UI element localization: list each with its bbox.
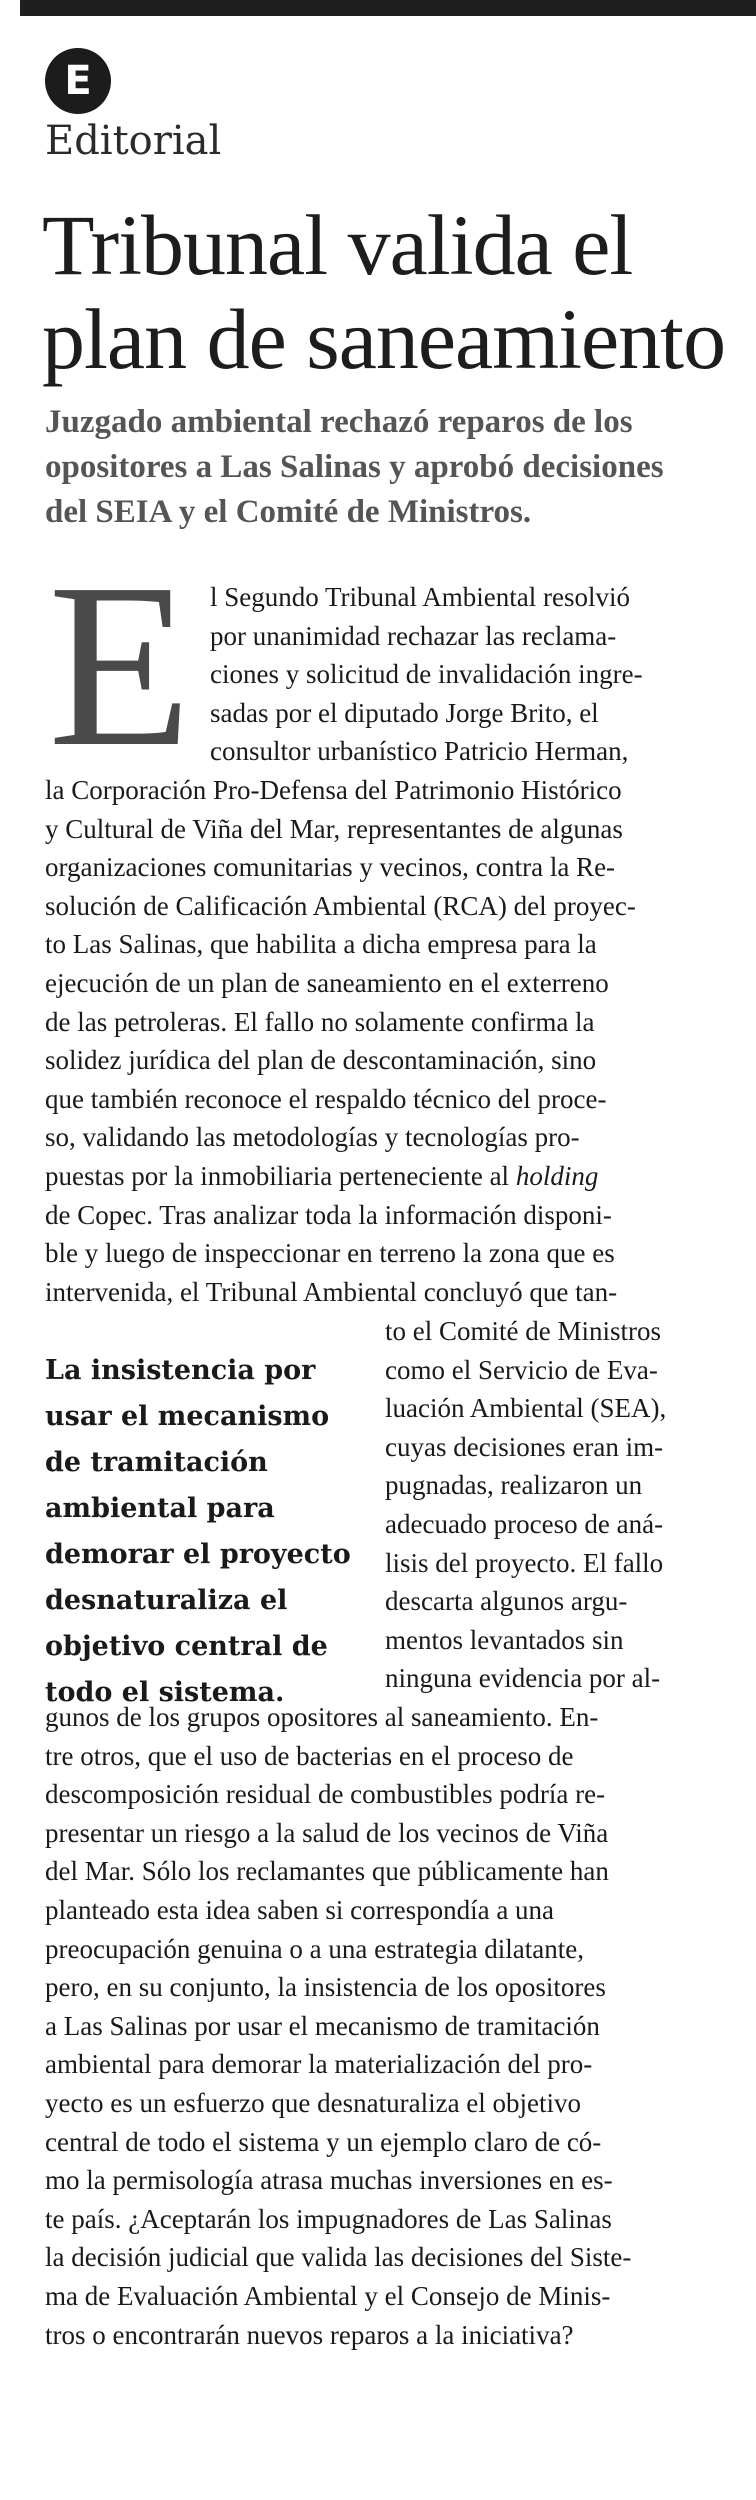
pull-quote-line: objetivo central de [45, 1631, 328, 1662]
body-line: tros o encontrarán nuevos reparos a la iniciativa? [45, 2319, 574, 2350]
headline-line: plan de saneamiento [42, 291, 726, 387]
body-line: a Las Salinas por usar el mecanismo de tramitación [45, 2010, 600, 2041]
body-line: central de todo el sistema y un ejemplo claro de có- [45, 2126, 602, 2157]
section-badge: E [45, 48, 111, 114]
pull-quote-line: de tramitación [45, 1447, 268, 1478]
body-line: de las petroleras. El fallo no solamente confirma la [45, 1006, 595, 1037]
body-line: pero, en su conjunto, la insistencia de los opositores [45, 1972, 606, 2003]
body-line: presentar un riesgo a la salud de los vecinos de Viña [45, 1817, 609, 1848]
pull-quote [45, 1348, 375, 1716]
body-line: sadas por el diputado Jorge Brito, el [210, 697, 599, 728]
body-line: ninguna evidencia por al- [385, 1663, 661, 1694]
body-line: solución de Calificación Ambiental (RCA) del proyec- [45, 890, 636, 921]
drop-cap: E [48, 535, 192, 795]
body-line: puestas por la inmobiliaria perteneciente al holding [45, 1161, 599, 1191]
headline [42, 198, 742, 386]
body-line: como el Servicio de Eva- [385, 1354, 658, 1385]
body-line: intervenida, el Tribunal Ambiental concluyó que tan- [45, 1276, 618, 1307]
deck [45, 400, 745, 535]
body-line: te país. ¿Aceptarán los impugnadores de Las Salinas [45, 2203, 612, 2234]
body-line: mentos levantados sin [385, 1624, 624, 1655]
body-line: del Mar. Sólo los reclamantes que públicamente han [45, 1856, 609, 1887]
body-line: planteado esta idea saben si correspondía a una [45, 1895, 555, 1925]
body-line: l Segundo Tribunal Ambiental resolvió [210, 582, 631, 612]
deck-line: opositores a Las Salinas y aprobó decisiones [45, 449, 664, 485]
pull-quote-line: La insistencia por [45, 1355, 316, 1386]
body-line: de Copec. Tras analizar toda la información disponi- [45, 1199, 612, 1230]
body-line: preocupación genuina o a una estrategia dilatante, [45, 1933, 585, 1964]
body-line: y Cultural de Viña del Mar, representantes de algunas [45, 813, 623, 844]
deck-line: del SEIA y el Comité de Ministros. [45, 494, 532, 530]
body-line: mo la permisología atrasa muchas inversiones en es- [45, 2165, 613, 2196]
body-line: consultor urbanístico Patricio Herman, [210, 736, 629, 767]
top-rule [20, 0, 756, 16]
body-line: descarta algunos argu- [385, 1586, 628, 1617]
pull-quote-line: demorar el proyecto [45, 1539, 351, 1570]
body-line: ejecución de un plan de saneamiento en el exterreno [45, 968, 609, 998]
body-line: lisis del proyecto. El fallo [385, 1547, 664, 1578]
headline-line: Tribunal valida el [42, 197, 633, 293]
body-line: ble y luego de inspeccionar en terreno la zona que es [45, 1238, 615, 1269]
body-line: so, validando las metodologías y tecnologías pro- [45, 1122, 580, 1153]
body-line: la Corporación Pro-Defensa del Patrimonio Histórico [45, 775, 622, 805]
body-line: tre otros, que el uso de bacterias en el proceso de [45, 1740, 574, 1771]
pull-quote-line: ambiental para [45, 1493, 275, 1524]
body-line: ciones y solicitud de invalidación ingre- [210, 659, 643, 690]
body-line: solidez jurídica del plan de descontaminación, sino [45, 1045, 597, 1076]
deck-line: Juzgado ambiental rechazó reparos de los [45, 404, 633, 440]
body-line: gunos de los grupos opositores al saneamiento. En- [45, 1702, 599, 1732]
body-line: adecuado proceso de aná- [385, 1509, 664, 1539]
body-line: la decisión judicial que valida las decisiones del Siste- [45, 2242, 632, 2273]
body-line: yecto es un esfuerzo que desnaturaliza el objetivo [45, 2088, 582, 2118]
body-line: cuyas decisiones eran im- [385, 1431, 664, 1462]
body-line: descomposición residual de combustibles podría re- [45, 1779, 606, 1810]
section-label: Editorial [45, 118, 222, 164]
body-line: to Las Salinas, que habilita a dicha empresa para la [45, 929, 597, 960]
body-line: to el Comité de Ministros [385, 1316, 661, 1346]
body-line: luación Ambiental (SEA), [385, 1393, 667, 1424]
body-line: que también reconoce el respaldo técnico del proce- [45, 1083, 607, 1114]
body-line: pugnadas, realizaron un [385, 1470, 643, 1501]
body-line: organizaciones comunitarias y vecinos, contra la Re- [45, 852, 616, 883]
body-line: ambiental para demorar la materialización del pro- [45, 2049, 593, 2080]
pull-quote-line: todo el sistema. [45, 1677, 285, 1708]
pull-quote-line: desnaturaliza el [45, 1585, 288, 1616]
pull-quote-line: usar el mecanismo [45, 1401, 330, 1432]
body-line: ma de Evaluación Ambiental y el Consejo de Minis- [45, 2281, 611, 2311]
body-line: por unanimidad rechazar las reclama- [210, 620, 617, 651]
